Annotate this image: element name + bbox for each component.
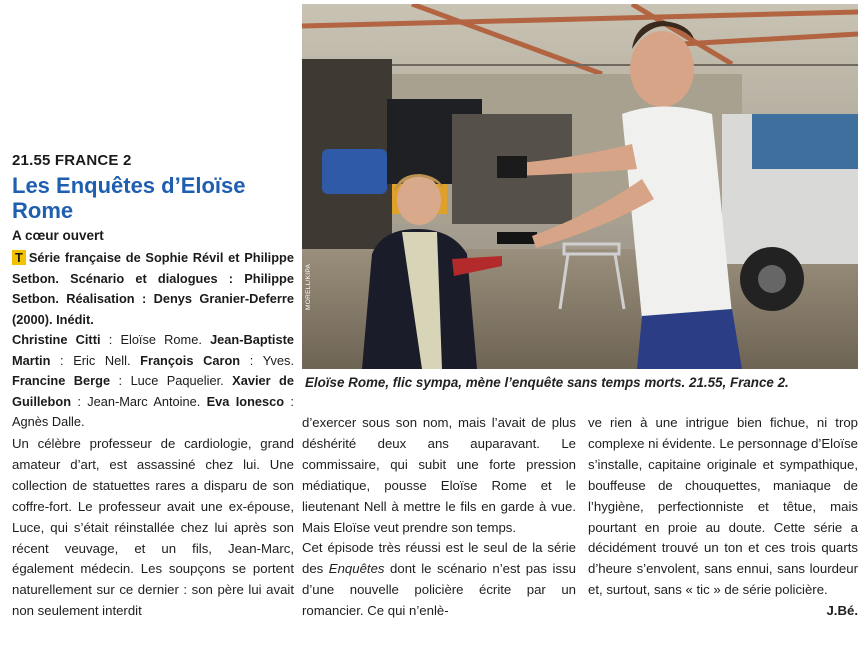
- program-title: Les Enquêtes d’Eloïse Rome: [12, 173, 246, 223]
- photo-caption: Eloïse Rome, flic sympa, mène l’enquête sans temps morts. 21.55, France 2.: [305, 375, 789, 390]
- article-paragraph: Cet épisode très réussi est le seul de la série des Enquêtes dont le scénario n’est pas issu d’une nouvelle policière écrite par un romancier. Ce qui n’enlè-: [302, 540, 576, 619]
- garage-scene-illustration: [302, 4, 858, 369]
- credits-block: [12, 248, 294, 433]
- author-signature: J.Bé.: [826, 603, 858, 619]
- cast-actor: Xavier de Guillebon: [12, 373, 294, 409]
- cast-role: Eric Nell: [73, 352, 127, 368]
- cast-role: Luce Paquelier: [130, 373, 221, 388]
- cast-actor: François Caron: [140, 352, 241, 368]
- episode-subtitle: A cœur ouvert: [12, 228, 104, 243]
- time-channel: 21.55 FRANCE 2: [12, 152, 132, 169]
- category-badge: T: [12, 250, 26, 265]
- article-column-3: [588, 413, 858, 622]
- cast-actor: Eva Ionesco: [206, 393, 285, 409]
- cast-role: Yves: [262, 352, 291, 368]
- cast-list: Christine Citti : Eloïse Rome. Jean-Baptiste Martin : Eric Nell. François Caron : Yves. Francine Berge : Luce Paquelier. Xavier de Guillebon : Jean-Marc Antoine. Eva Ionesco : Agnès Dalle.: [12, 332, 294, 429]
- article-paragraph: ve rien à une intrigue bien fichue, ni trop complexe ni évidente. Le personnage d’Eloïse s’installe, capitaine originale et sympathique, bouffeuse de chouquettes, maniaque de l’hygiène, perfectionniste et têtue, mais pourtant en proie au doute. Cette série a décidément trouvé un ton et ces trois quarts d’heure s’envolent, sans ennui, sans lourdeur et, surtout, sans « tic » de série policière. J.Bé.: [588, 413, 858, 601]
- photo-credit: MORELL/KIPA: [305, 263, 312, 310]
- cast-actor: Jean-Baptiste Martin: [12, 332, 294, 368]
- cast-role: Agnès Dalle: [12, 414, 82, 429]
- article-paragraph: d’exercer sous son nom, mais l’avait de plus déshérité deux ans auparavant. Le commissaire, qui subit une forte pression médiatique, pousse Eloïse Rome et le lieutenant Nell à mettre le fils en garde à vue. Mais Eloïse veut prendre son temps.: [302, 415, 576, 535]
- cast-actor: Francine Berge: [12, 373, 111, 388]
- cast-actor: Christine Citti: [12, 332, 101, 347]
- cast-role: Jean-Marc Antoine: [87, 393, 197, 409]
- production-credits: Série française de Sophie Révil et Philippe Setbon. Scénario et dialogues : Philippe Setbon. Réalisation : Denys Granier-Deferre (2000). Inédit.: [12, 250, 294, 327]
- article-column-2: [302, 413, 576, 622]
- article-paragraph: Un célèbre professeur de cardiologie, grand amateur d’art, est assassiné chez lui. Une collection de statuettes rares a disparu de son coffre-fort. Le professeur avait une ex-épouse, Luce, qui s’était réinstallée chez lui après son récent veuvage, et un fils, Jean-Marc, également médecin. Les soupçons se portent naturellement sur ce dernier : son père lui avait non seulement interdit: [12, 436, 294, 619]
- cast-role: Eloïse Rome: [120, 332, 199, 347]
- article-column-1: [12, 434, 294, 622]
- episode-photo: [302, 4, 858, 369]
